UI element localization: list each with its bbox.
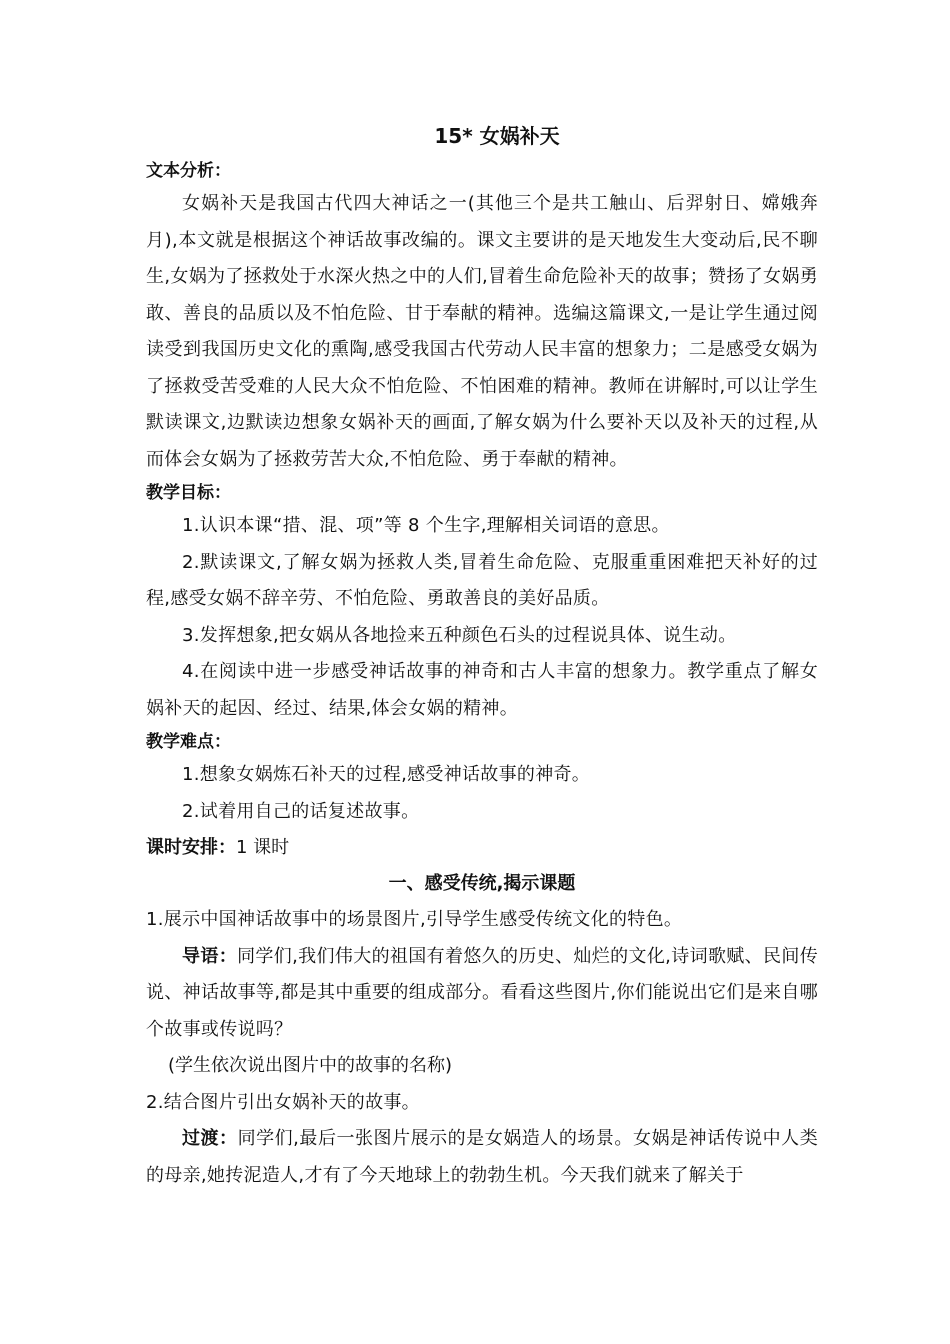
lesson-title: 15* 女娲补天: [434, 124, 560, 148]
transition-paragraph: [146, 1121, 818, 1194]
section-step-1: 1.展示中国神话故事中的场景图片,引导学生感受传统文化的特色。: [146, 909, 683, 930]
section-step-2: 2.结合图片引出女娲补天的故事。: [146, 1091, 420, 1113]
intro-label: 导语：: [182, 945, 238, 967]
difficulty-item: 2.试着用自己的话复述故事。: [182, 800, 420, 822]
transition-label: 过渡：: [182, 1128, 238, 1149]
goal-item: 2.默读课文,了解女娲为拯救人类,冒着生命危险、克服重重困难把天补好的过程,感受女娲不辞辛劳、不怕危险、勇敢善良的美好品质。: [146, 551, 818, 609]
schedule-label: 课时安排：: [146, 837, 236, 858]
text-analysis-body: 女娲补天是我国古代四大神话之一(其他三个是共工触山、后羿射日、嫦娥奔月),本文就是根据这个神话故事改编的。课文主要讲的是天地发生大变动后,民不聊生,女娲为了拯救处于水深火热之中的人们,冒着生命危险补天的故事；赞扬了女娲勇敢、善良的品质以及不怕危险、甘于奉献的精神。选编这篇课文,一是让学生通过阅读受到我国历史文化的熏陶,感受我国古代劳动人民丰富的想象力；二是感受女娲为了拯救受苦受难的人民大众不怕危险、不怕困难的精神。教师在讲解时,可以让学生默读课文,边默读边想象女娲补天的画面,了解女娲为什么要补天以及补天的过程,从而体会女娲为了拯救劳苦大众,不怕危险、勇于奉献的精神。: [146, 193, 818, 470]
intro-paragraph: [146, 939, 818, 1049]
intro-text: 同学们,我们伟大的祖国有着悠久的历史、灿烂的文化,诗词歌赋、民间传说、神话故事等,都是其中重要的组成部分。看看这些图片,你们能说出它们是来自哪个故事或传说吗？: [146, 945, 819, 1040]
goal-item: 3.发挥想象,把女娲从各地捡来五种颜色石头的过程说具体、说生动。: [182, 624, 737, 646]
transition-text: 同学们,最后一张图片展示的是女娲造人的场景。女娲是神话传说中人类的母亲,她抟泥造人,才有了今天地球上的勃勃生机。今天我们就来了解关于: [146, 1128, 818, 1186]
goal-item: 4.在阅读中进一步感受神话故事的神奇和古人丰富的想象力。教学重点了解女娲补天的起因、经过、结果,体会女娲的精神。: [146, 661, 818, 719]
text-analysis-heading: 文本分析：: [146, 161, 231, 181]
student-note: (学生依次说出图片中的故事的名称): [168, 1055, 453, 1076]
goals-heading: 教学目标：: [146, 483, 231, 503]
section-title: 一、感受传统,揭示课题: [388, 873, 576, 894]
goal-item: 1.认识本课“措、混、项”等 8 个生字,理解相关词语的意思。: [182, 515, 670, 536]
schedule-value: 1 课时: [236, 837, 290, 858]
schedule-line: [146, 830, 818, 866]
document-content: [146, 120, 818, 1194]
difficulty-item: 1.想象女娲炼石补天的过程,感受神话故事的神奇。: [182, 764, 591, 785]
difficulties-heading: 教学难点：: [146, 732, 231, 752]
